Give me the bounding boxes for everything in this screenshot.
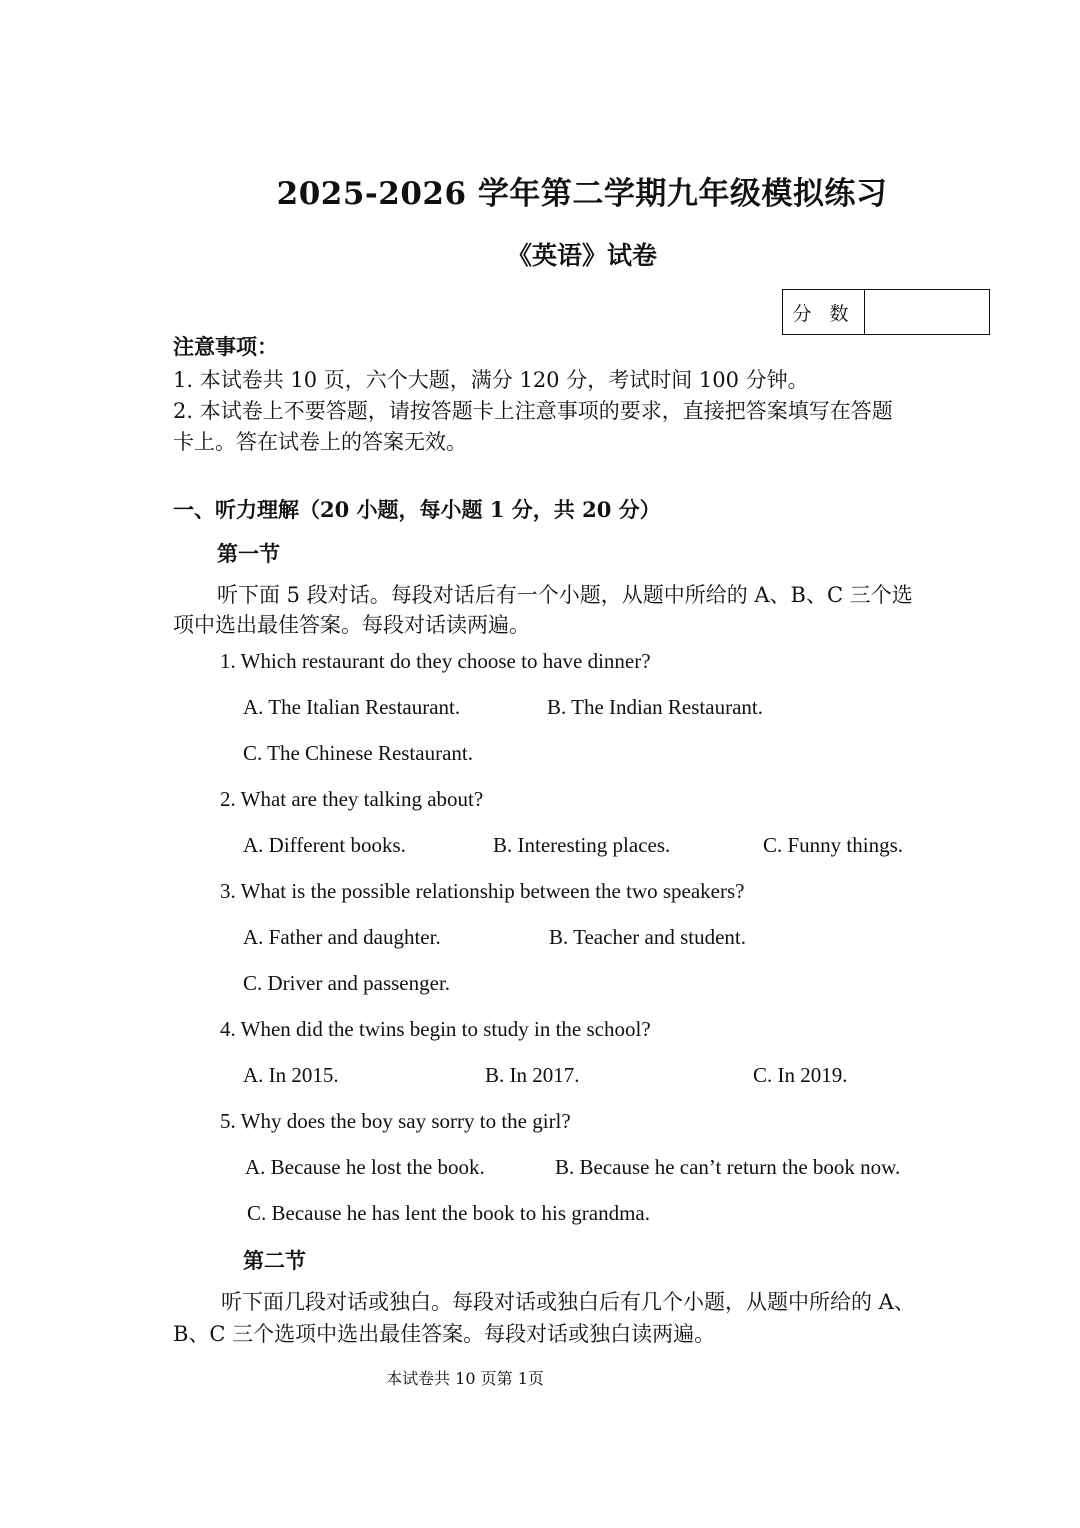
question-2-option-a: A. Different books.: [243, 833, 406, 857]
question-4-option-a: A. In 2015.: [243, 1063, 339, 1087]
score-box: [782, 289, 990, 335]
question-1-option-a: A. The Italian Restaurant.: [243, 695, 461, 719]
exam-subtitle: 《英语》试卷: [506, 241, 657, 270]
question-2-option-b: B. Interesting places.: [493, 833, 671, 857]
notice-line-1: 1. 本试卷共 10 页，六个大题，满分 120 分，考试时间 100 分钟。: [173, 368, 809, 392]
question-5-option-a: A. Because he lost the book.: [245, 1155, 485, 1179]
question-3-option-b: B. Teacher and student.: [549, 925, 746, 949]
question-4-option-b: B. In 2017.: [485, 1063, 580, 1087]
question-5: 5. Why does the boy say sorry to the girl?: [220, 1109, 571, 1133]
question-1-option-b: B. The Indian Restaurant.: [547, 695, 763, 719]
question-3-option-c: C. Driver and passenger.: [243, 971, 451, 995]
part-1-instruction-b: 项中选出最佳答案。每段对话读两遍。: [173, 613, 530, 637]
part-2-instruction-b: B、C 三个选项中选出最佳答案。每段对话或独白读两遍。: [173, 1322, 716, 1346]
question-3-option-a: A. Father and daughter.: [243, 925, 441, 949]
question-5-option-b: B. Because he can’t return the book now.: [555, 1155, 901, 1179]
notice-line-2a: 2. 本试卷上不要答题，请按答题卡上注意事项的要求，直接把答案填写在答题: [173, 399, 893, 423]
section-1-title: 一、听力理解（20 小题，每小题 1 分，共 20 分）: [173, 497, 661, 522]
question-4: 4. When did the twins begin to study in the school?: [220, 1017, 651, 1041]
part-2-instruction-a: 听下面几段对话或独白。每段对话或独白后有几个小题，从题中所给的 A、: [221, 1290, 915, 1314]
question-3: 3. What is the possible relationship between the two speakers?: [220, 879, 745, 903]
part-1-instruction-a: 听下面 5 段对话。每段对话后有一个小题，从题中所给的 A、B、C 三个选: [217, 583, 913, 607]
part-1-title: 第一节: [217, 541, 280, 566]
notice-line-2b: 卡上。答在试卷上的答案无效。: [173, 430, 467, 454]
exam-title: 2025-2026 学年第二学期九年级模拟练习: [276, 176, 888, 212]
question-2-option-c: C. Funny things.: [763, 833, 904, 857]
question-1-option-c: C. The Chinese Restaurant.: [243, 741, 473, 765]
question-1: 1. Which restaurant do they choose to have dinner?: [220, 649, 651, 673]
question-4-option-c: C. In 2019.: [753, 1063, 848, 1087]
page-footer: 本试卷共 10 页第 1页: [386, 1369, 544, 1388]
score-value-field: [865, 290, 989, 334]
question-2: 2. What are they talking about?: [220, 787, 484, 811]
notice-title: 注意事项：: [173, 334, 278, 359]
part-2-title: 第二节: [243, 1248, 306, 1273]
score-label: 分 数: [783, 290, 865, 334]
question-5-option-c: C. Because he has lent the book to his grandma.: [247, 1201, 650, 1225]
